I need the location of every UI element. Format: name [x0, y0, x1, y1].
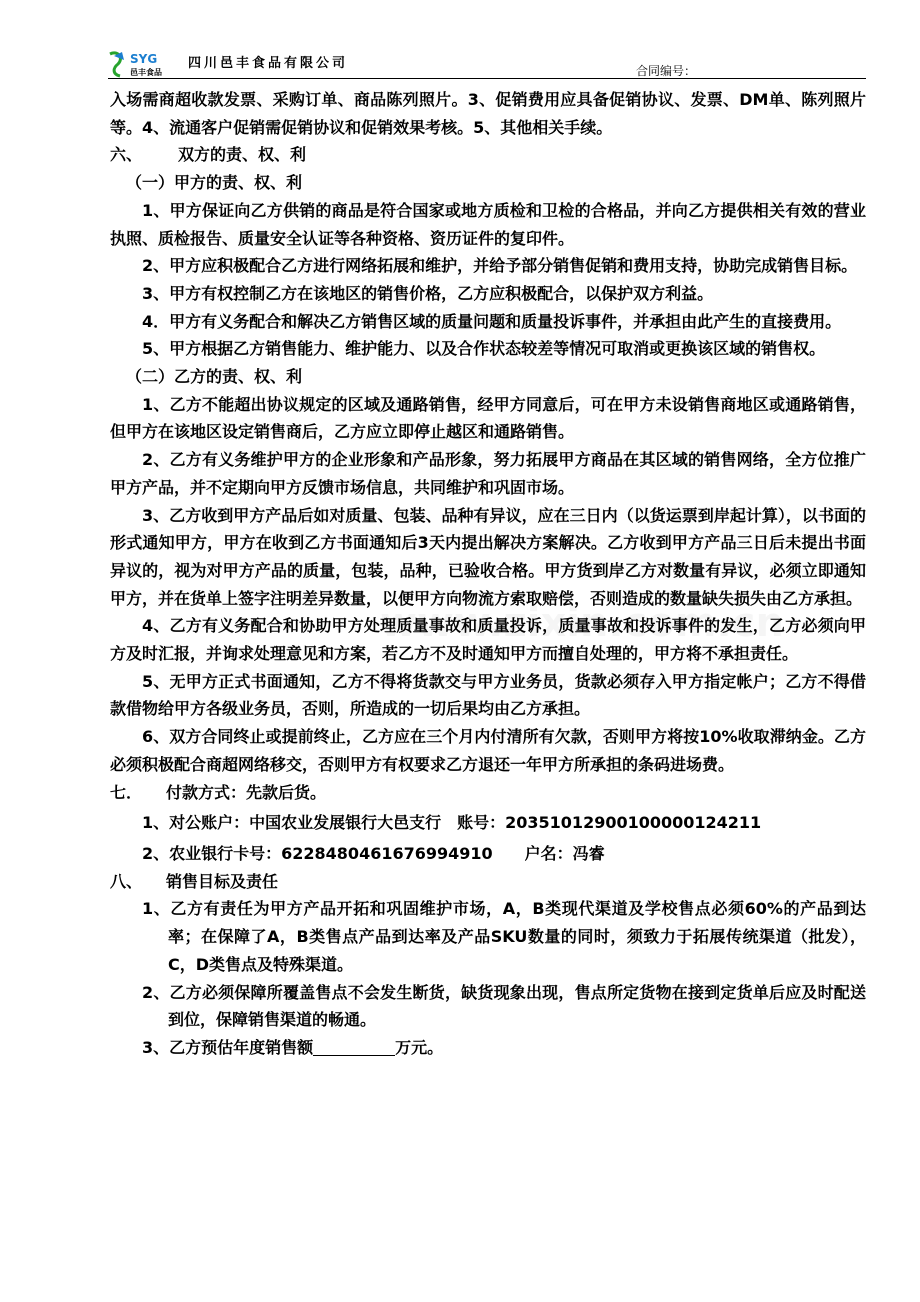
payment-card: 2、农业银行卡号：6228480461676994910 户名：冯睿: [142, 843, 605, 863]
section-8-title: 销售目标及责任: [166, 871, 279, 891]
company-logo: [108, 50, 180, 78]
section-7-title: 付款方式：先款后货。: [166, 782, 327, 802]
page-header: [108, 48, 866, 82]
logo-subtext: 邑丰食品: [130, 68, 162, 77]
party-b-heading: （二）乙方的责、权、利: [126, 367, 303, 387]
party-b-clause-6: 6、双方合同终止或提前终止，乙方应在三个月内付清所有欠款，否则甲方将按10%收取滞纳金。乙方必须积极配合商超网络移交，否则甲方有权要求乙方退还一年甲方所承担的条码进场费。: [110, 727, 866, 774]
section-7-number: 七．: [110, 782, 143, 802]
logo-text: SYG: [130, 52, 158, 66]
section-8-number: 八、: [110, 871, 143, 891]
target-clause-3-unit: 万元。: [395, 1037, 444, 1057]
target-clause-2: 2、乙方必须保障所覆盖售点不会发生断货，缺货现象出现，售点所定货物在接到定货单后应及时配送到位，保障销售渠道的畅通。: [142, 982, 866, 1030]
payment-account: 1、对公账户：中国农业发展银行大邑支行 账号：20351012900100000124211: [142, 813, 762, 833]
party-a-clause-2: 2、甲方应积极配合乙方进行网络拓展和维护，并给予部分销售促销和费用支持，协助完成销售目标。: [142, 256, 858, 276]
company-name: 四川邑丰食品有限公司: [188, 56, 349, 71]
party-a-clause-1: 1、甲方保证向乙方供销的商品是符合国家或地方质检和卫检的合格品，并向乙方提供相关有效的营业执照、质检报告、质量安全认证等各种资格、资历证件的复印件。: [110, 200, 866, 248]
party-b-clause-5: 5、无甲方正式书面通知，乙方不得将货款交与甲方业务员，货款必须存入甲方指定帐户；乙方不得借款借物给甲方各级业务员，否则，所造成的一切后果均由乙方承担。: [110, 671, 866, 719]
party-a-heading: （一）甲方的责、权、利: [126, 173, 303, 193]
section-6-number: 六、: [110, 145, 143, 165]
section-7-heading: [110, 779, 866, 807]
sales-amount-blank: [313, 1037, 395, 1056]
intro-paragraph: 入场需商超收款发票、采购订单、商品陈列照片。3、促销费用应具备促销协议、发票、DM单、陈列照片等。4、流通客户促销需促销协议和促销效果考核。5、其他相关手续。: [110, 90, 866, 137]
party-b-clause-3: 3、乙方收到甲方产品后如对质量、包装、品种有异议，应在三日内（以货运票到岸起计算），以书面的形式通知甲方，甲方在收到乙方书面通知后3天内提出解决方案解决。乙方收到甲方产品三日后未提出书面异议的，视为对甲方产品的质量，包装，品种，已验收合格。甲方货到岸乙方对数量有异议，必须立即通知甲方，并在货单上签字注明差异数量，以便甲方向物流方索取赔偿，否则造成的数量缺失损失由乙方承担。: [110, 505, 866, 608]
section-6-heading: [110, 141, 866, 169]
section-6-title: 双方的责、权、利: [178, 145, 307, 165]
party-b-clause-2: 2、乙方有义务维护甲方的企业形象和产品形象，努力拓展甲方商品在其区域的销售网络，全方位推广甲方产品，并不定期向甲方反馈市场信息，共同维护和巩固市场。: [110, 450, 866, 497]
party-a-clause-5: 5、甲方根据乙方销售能力、维护能力、以及合作状态较差等情况可取消或更换该区域的销售权。: [142, 339, 826, 359]
contract-number-label: 合同编号：: [635, 64, 696, 78]
header-divider: [108, 78, 866, 79]
party-b-clause-1: 1、乙方不能超出协议规定的区域及通路销售，经甲方同意后，可在甲方未设销售商地区或通路销售，但甲方在该地区设定销售商后，乙方应立即停止越区和通路销售。: [110, 394, 866, 442]
section-8-heading: [110, 868, 866, 896]
party-a-clause-3: 3、甲方有权控制乙方在该地区的销售价格，乙方应积极配合，以保护双方利益。: [142, 283, 714, 303]
document-body: [110, 86, 866, 1062]
party-b-clause-4: 4、乙方有义务配合和协助甲方处理质量事故和质量投诉，质量事故和投诉事件的发生，乙方必须向甲方及时汇报，并询求处理意见和方案，若乙方不及时通知甲方而擅自处理的，甲方将不承担责任。: [110, 616, 866, 664]
target-clause-3-text: 3、乙方预估年度销售额: [142, 1037, 314, 1057]
target-clause-3: [110, 1034, 866, 1062]
party-a-clause-4: 4．甲方有义务配合和解决乙方销售区域的质量问题和质量投诉事件，并承担由此产生的直接费用。: [142, 311, 842, 331]
target-clause-1: 1、乙方有责任为甲方产品开拓和巩固维护市场，A，B类现代渠道及学校售点必须60%的产品到达率；在保障了A，B类售点产品到达率及产品SKU数量的同时，须致力于拓展传统渠道（批发），C，D类售点及特殊渠道。: [142, 899, 866, 974]
